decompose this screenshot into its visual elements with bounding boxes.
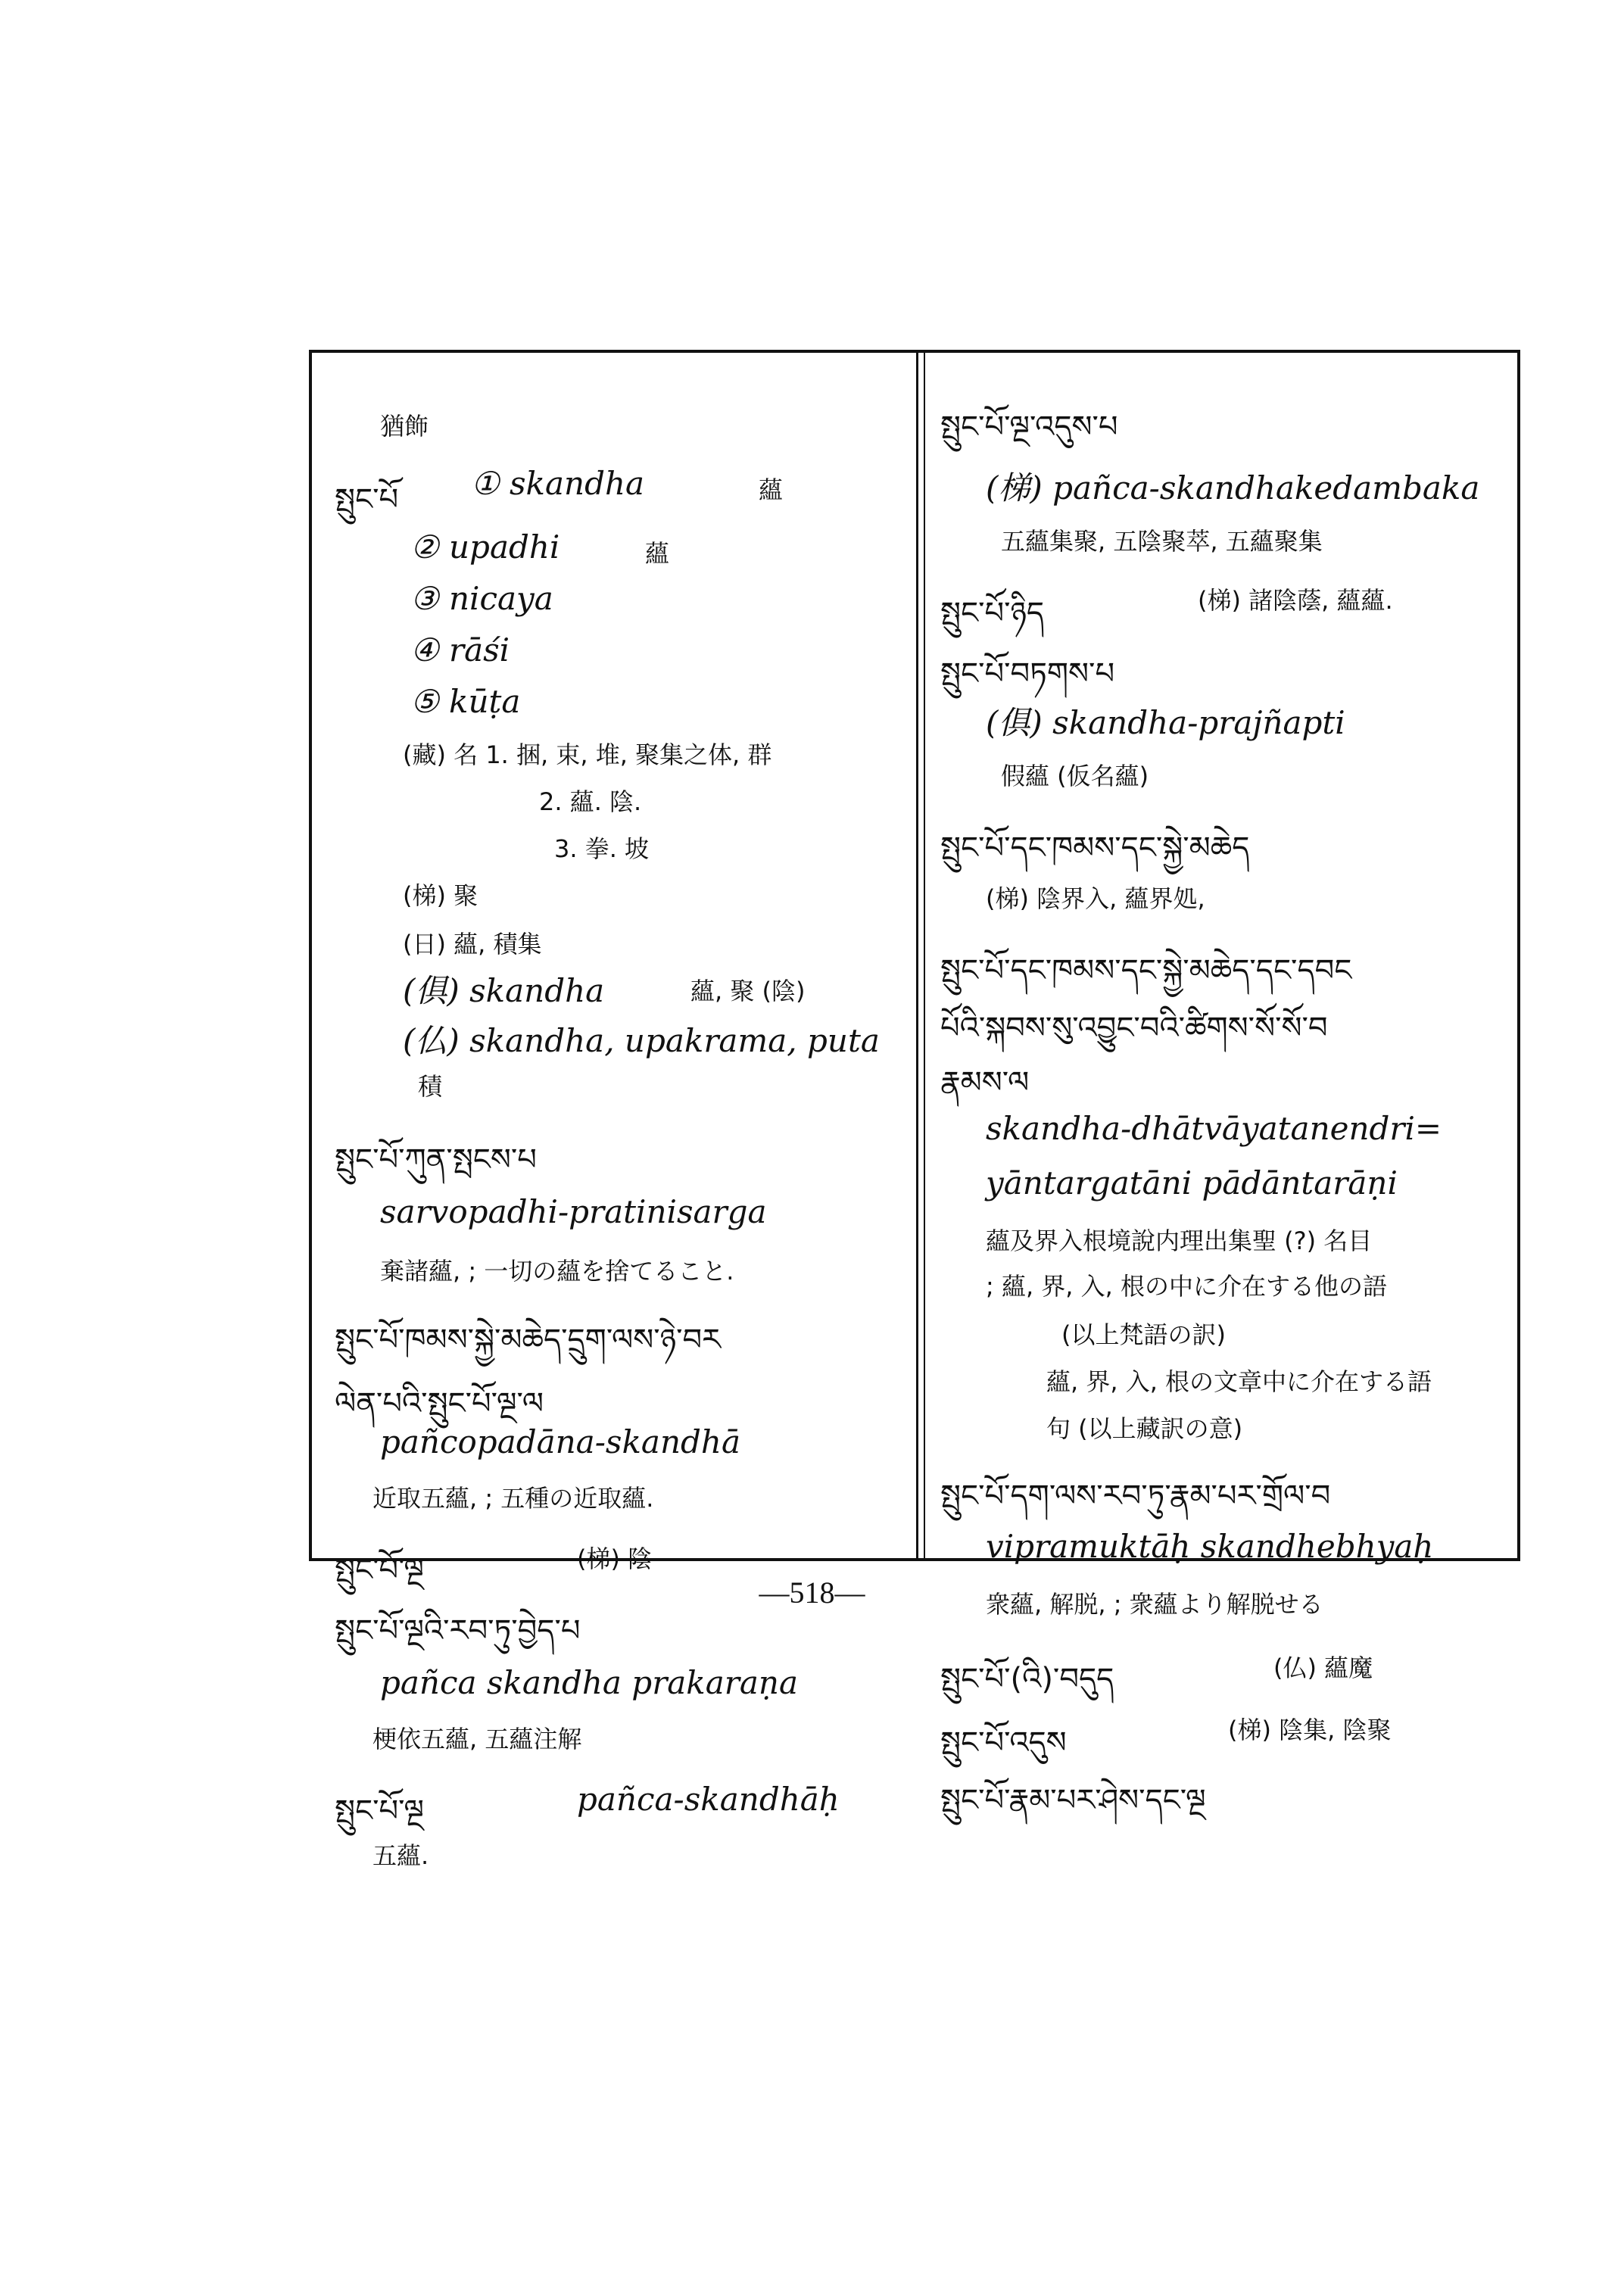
tibetan-headword: སྤུང་པོ [335,482,399,517]
gloss-text: (日) 蘊, 積集 [403,930,542,958]
sanskrit-equivalent: ② upadhi [410,528,560,566]
gloss-text: 近取五蘊, ; 五種の近取蘊. [372,1484,654,1513]
sanskrit-equivalent: yāntargatāni pādāntarāṇi [986,1164,1398,1202]
gloss-text: (梯) 諸陰蔭, 蘊蘊. [1198,586,1393,615]
tibetan-headword: ལེན་པའི་སྤུང་པོ་ལྔ་ལ [335,1386,544,1421]
gloss-text: (仏) 蘊魔 [1273,1653,1373,1682]
gloss-text: (梯) 陰界入, 蘊界処, [986,884,1205,913]
tibetan-headword: སྤུང་པོ་ཁམས་སྐྱེ་མཆེད་དྲུག་ལས་ཉེ་བར [335,1323,722,1357]
sanskrit-equivalent: (俱) skandha [403,972,605,1009]
sanskrit-equivalent: ⑤ kūṭa [410,683,521,720]
gloss-text: 五蘊集聚, 五陰聚萃, 五蘊聚集 [1001,527,1323,556]
tibetan-headword: སྤུང་པོ་དག་ལས་རབ་ཏུ་རྣམ་པར་གྲོལ་བ [940,1479,1331,1513]
gloss-text: (藏) 名 1. 捆, 束, 堆, 聚集之体, 群 [403,740,772,769]
tibetan-headword: སྤུང་པོ་དང་ཁམས་དང་སྐྱེ་མཆེད [940,831,1250,865]
gloss-text: 蘊及界入根境說内理出集聖 (?) 名目 [986,1226,1373,1255]
column-divider [916,353,918,1558]
column-divider-inner [924,353,925,1558]
sanskrit-equivalent: ① skandha [471,465,645,502]
sanskrit-equivalent: (仏) skandha, upakrama, puta [403,1022,880,1059]
sanskrit-equivalent: pañcopadāna-skandhā [380,1423,740,1460]
gloss-text: (梯) 聚 [403,881,478,910]
gloss-text: 梗依五蘊, 五蘊注解 [372,1725,582,1753]
gloss-text: 衆蘊, 解脱, ; 衆蘊より解脱せる [986,1590,1323,1619]
gloss-text: (梯) 陰集, 陰聚 [1228,1716,1392,1744]
gloss-text: (梯) 陰 [577,1544,653,1573]
tibetan-headword: སྤུང་པོ་བཏགས་པ [940,656,1115,691]
sanskrit-equivalent: skandha-dhātvāyatanendri= [986,1110,1442,1147]
gloss-text: 2. 蘊. 陰. [539,787,642,816]
sanskrit-equivalent: pañca-skandhāḥ [577,1781,840,1818]
gloss-text: 五蘊. [372,1841,429,1870]
tibetan-headword: སྤུང་པོ་(འི)་བདུད [940,1662,1114,1697]
sanskrit-equivalent: ③ nicaya [410,580,553,617]
sanskrit-equivalent: sarvopadhi-pratinisarga [380,1193,767,1230]
tibetan-headword: སྤུང་པོ་ཉིད [940,596,1045,631]
gloss-text: 蘊, 界, 入, 根の文章中に介在する語 [1046,1367,1432,1396]
sanskrit-equivalent: (俱) skandha-prajñapti [986,704,1345,741]
page-number: —518— [759,1576,865,1610]
gloss-text: 句 (以上藏訳の意) [1046,1414,1243,1443]
gloss-text: (以上梵語の訳) [1061,1320,1226,1349]
tibetan-headword: སྤུང་པོ་རྣམ་པར་ཤེས་དང་ལྔ [940,1783,1206,1818]
gloss-text: 蘊 [759,475,784,504]
gloss-text: 蘊 [645,539,670,568]
sanskrit-equivalent: vipramuktāḥ skandhebhyaḥ [986,1528,1434,1565]
right-column [940,353,1516,1818]
tibetan-headword: པོའི་སྐབས་སུ་འབྱུང་བའི་ཚིགས་སོ་སོ་བ [940,1011,1328,1046]
gloss-text: 積 [418,1072,443,1101]
tibetan-headword: སྤུང་པོ་ཀུན་སྤངས་པ [335,1142,537,1177]
tibetan-headword: རྣམས་ལ [940,1065,1030,1100]
gloss-text: ; 蘊, 界, 入, 根の中に介在する他の語 [986,1272,1387,1301]
tibetan-headword: སྤུང་པོ་ལྔ [335,1794,424,1828]
tibetan-headword: སྤུང་པོ་ལྔ [335,1553,424,1588]
tibetan-headword: སྤུང་པོ་ལྔའི་རབ་ཏུ་བྱེད་པ [335,1613,581,1648]
tibetan-headword: སྤུང་པོ་འདུས [940,1725,1067,1760]
gloss-text: 蘊, 聚 (陰) [690,977,806,1005]
sanskrit-equivalent: (梯) pañca-skandhakedambaka [986,469,1480,506]
tibetan-headword: སྤུང་པོ་དང་ཁམས་དང་སྐྱེ་མཆེད་དང་དབང [940,953,1352,988]
sanskrit-equivalent: ④ rāśi [410,631,510,669]
gloss-text: 假蘊 (仮名蘊) [1001,762,1149,790]
gloss-text: 猶飾 [380,412,429,441]
gloss-text: 棄諸蘊, ; 一切の蘊を捨てること. [380,1257,734,1286]
gloss-text: 3. 拳. 坡 [554,834,650,863]
tibetan-headword: སྤུང་པོ་ལྔ་འདུས་པ [940,410,1118,444]
sanskrit-equivalent: pañca skandha prakaraṇa [380,1664,799,1701]
